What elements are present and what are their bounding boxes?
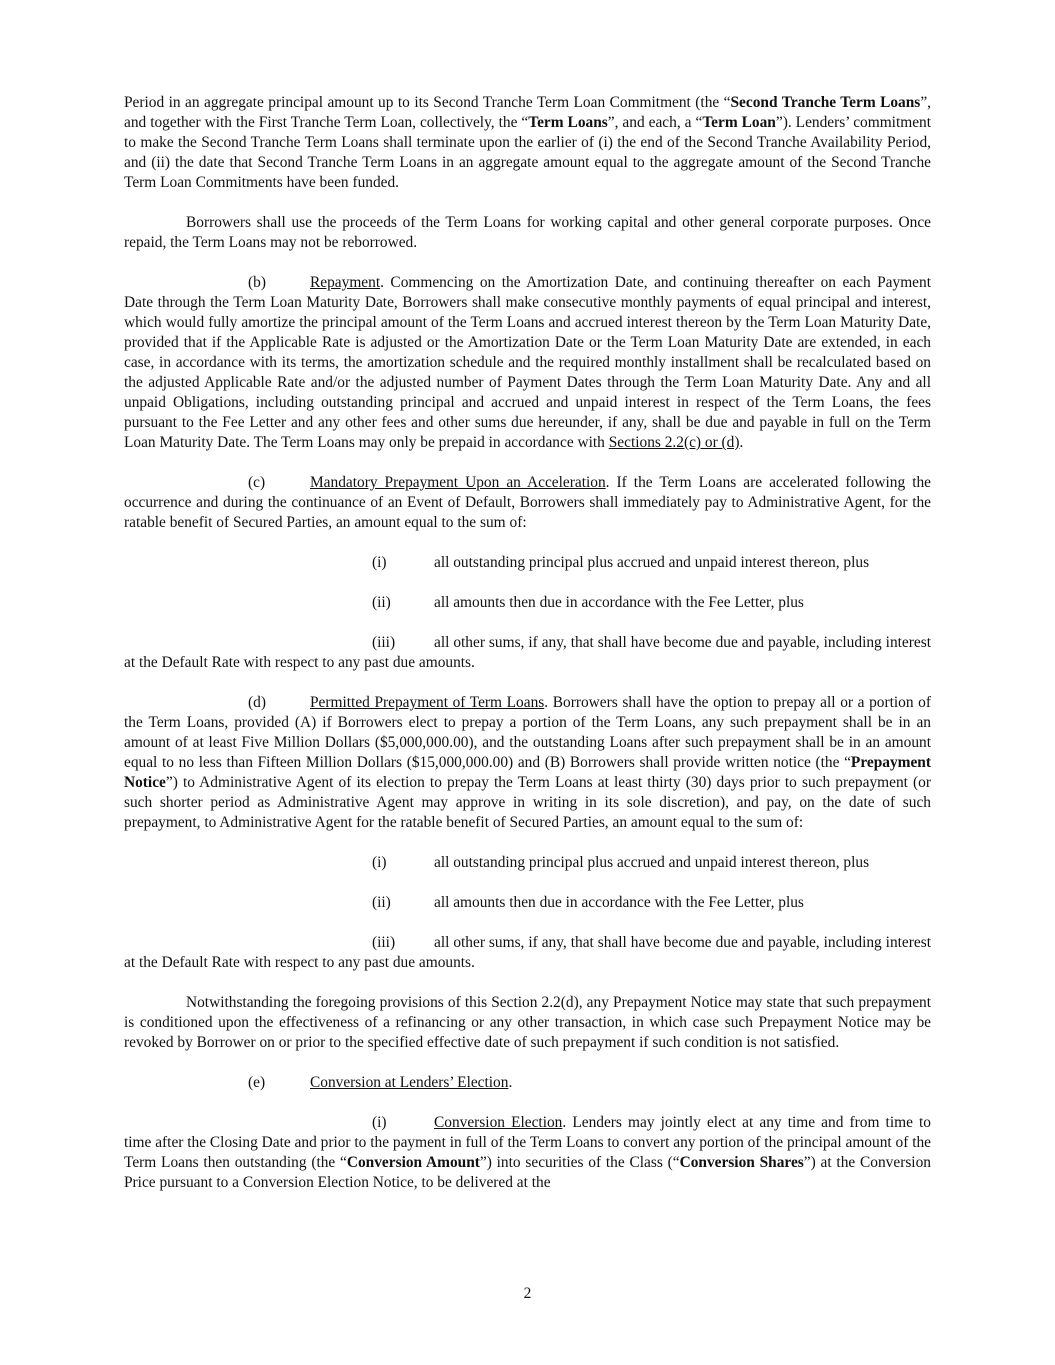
page-number: 2 [523,1285,532,1302]
list-item-c-i: (i) all outstanding principal plus accrued and unpaid interest thereon, plus [372,554,870,571]
paragraph-use-of-proceeds: Borrowers shall use the proceeds of the Term Loans for working capital and other general corporate purposes. Once repaid, the Term Loans may not be reborrowed. [124,214,931,251]
item-label: (ii) [372,894,391,911]
section-label: (c) [248,474,266,491]
section-e-conversion: (e) Conversion at Lenders’ Election. [248,1074,513,1091]
defined-term: Conversion Amount [346,1154,480,1171]
paragraph-second-tranche: Period in an aggregate principal amount up to its Second Tranche Term Loan Commitment (the “Second Tranche Term Loans”, and together with the First Tranche Term Loan, collectively, the “Term Loans”, and each, a “Term Loan”). Lenders’ commitment to make the Second Tranche Term Loans shall terminate upon the earlier of (i) the end of the Second Tranche Availability Period, and (ii) the date that Second Tranche Term Loans in an aggregate amount equal to the aggregate amount of the Second Tranche Term Loan Commitments have been funded. [124,94,931,191]
section-heading: Mandatory Prepayment Upon an Acceleration [310,474,606,491]
defined-term: Prepayment Notice [124,754,931,791]
list-item-d-ii: (ii) all amounts then due in accordance with the Fee Letter, plus [372,894,804,911]
section-d-permitted-prepayment: (d) Permitted Prepayment of Term Loans. Borrowers shall have the option to prepay all or a portion of the Term Loans, provided (A) if Borrowers elect to prepay a portion of the Term Loans, any such prepayment shall be in an amount of at least Five Million Dollars ($5,000,000.00), and the outstanding Loans after such prepayment shall be in an amount equal to no less than Fifteen Million Dollars ($15,000,000.00) and (B) Borrowers shall provide written notice (the “Prepayment Notice”) to Administrative Agent of its election to prepay the Term Loans at least thirty (30) days prior to such prepayment (or such shorter period as Administrative Agent may approve in writing in its sole discretion), and pay, on the date of such prepayment, to Administrative Agent for the ratable benefit of Secured Parties, an amount equal to the sum of: [124,694,931,831]
item-label: (ii) [372,594,391,611]
paragraph-notwithstanding: Notwithstanding the foregoing provisions of this Section 2.2(d), any Prepayment Notice may state that such prepayment is conditioned upon the effectiveness of a refinancing or any other transaction, in which case such Prepayment Notice may be revoked by Borrower on or prior to the specified effective date of such prepayment if such condition is not satisfied. [124,994,931,1051]
section-label: (b) [248,274,266,291]
defined-term: Conversion Shares [679,1154,804,1171]
defined-term: Second Tranche Term Loans [730,94,921,111]
item-label: (i) [372,1114,387,1131]
list-item-c-iii: (iii) all other sums, if any, that shall have become due and payable, including interest at the Default Rate with respect to any past due amounts. [124,634,931,671]
section-e-i-conversion-election: (i) Conversion Election. Lenders may jointly elect at any time and from time to time after the Closing Date and prior to the payment in full of the Term Loans to convert any portion of the principal amount of the Term Loans then outstanding (the “Conversion Amount”) into securities of the Class (“Conversion Shares”) at the Conversion Price pursuant to a Conversion Election Notice, to be delivered at the [124,1114,932,1191]
section-heading: Permitted Prepayment of Term Loans [310,694,545,711]
list-item-d-i: (i) all outstanding principal plus accrued and unpaid interest thereon, plus [372,854,870,871]
item-label: (iii) [372,934,396,951]
item-label: (iii) [372,634,396,651]
item-label: (i) [372,554,387,571]
cross-reference: Sections 2.2(c) or (d) [608,434,740,451]
list-item-d-iii: (iii) all other sums, if any, that shall have become due and payable, including interest at the Default Rate with respect to any past due amounts. [124,934,931,971]
section-b-repayment: (b) Repayment. Commencing on the Amortization Date, and continuing thereafter on each Payment Date through the Term Loan Maturity Date, Borrowers shall make consecutive monthly payments of equal principal and interest, which would fully amortize the principal amount of the Term Loans and accrued interest thereon by the Term Loan Maturity Date, provided that if the Applicable Rate is adjusted or the Amortization Date or the Term Loan Maturity Date are extended, in each case, in accordance with its terms, the amortization schedule and the required monthly installment shall be recalculated based on the adjusted Applicable Rate and/or the adjusted number of Payment Dates through the Term Loan Maturity Date. Any and all unpaid Obligations, including outstanding principal and accrued and unpaid interest in respect of the Term Loans, the fees pursuant to the Fee Letter and any other fees and other sums due hereunder, if any, shall be due and payable in full on the Term Loan Maturity Date. The Term Loans may only be prepaid in accordance with Sections 2.2(c) or (d). [124,274,931,451]
defined-term: Term Loans [528,114,608,131]
item-label: (i) [372,854,387,871]
subsection-heading: Conversion Election [434,1114,563,1131]
list-item-c-ii: (ii) all amounts then due in accordance with the Fee Letter, plus [372,594,804,611]
section-label: (e) [248,1074,266,1091]
defined-term: Term Loan [702,114,776,131]
section-c-mandatory-prepayment: (c) Mandatory Prepayment Upon an Acceleration. If the Term Loans are accelerated following the occurrence and during the continuance of an Event of Default, Borrowers shall immediately pay to Administrative Agent, for the ratable benefit of Secured Parties, an amount equal to the sum of: [124,474,931,531]
section-heading: Conversion at Lenders’ Election [310,1074,509,1091]
section-heading: Repayment [310,274,381,291]
section-label: (d) [248,694,266,711]
